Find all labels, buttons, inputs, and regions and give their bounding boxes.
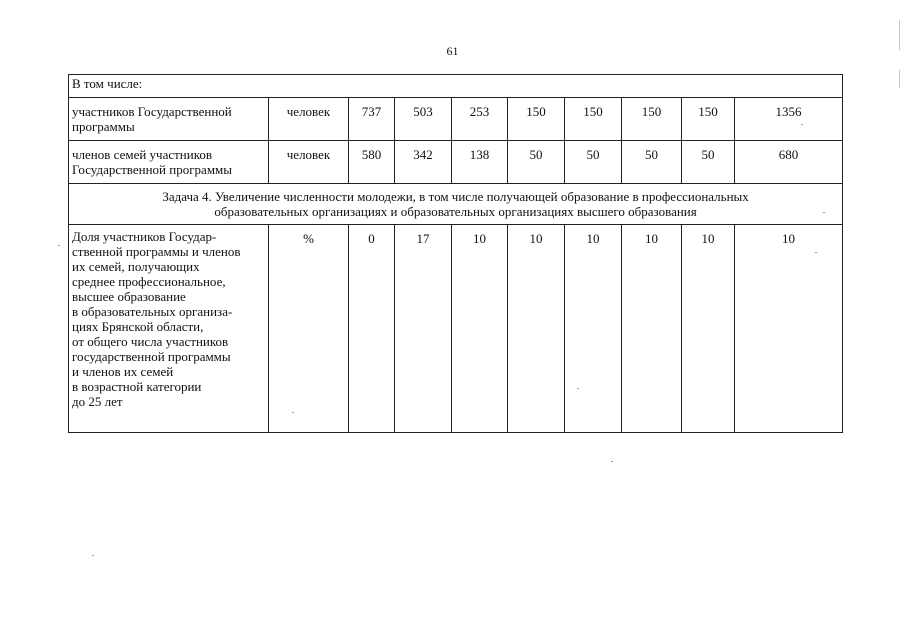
table-row [69, 98, 843, 141]
indicator-value: 10 [565, 225, 622, 433]
row-value: 150 [622, 98, 682, 141]
scan-edge-mark [899, 20, 900, 50]
page-number: 61 [446, 44, 459, 58]
row-label: участников Государственной программы [69, 98, 269, 141]
row-total: 680 [735, 141, 843, 184]
row-total: 1356 [735, 98, 843, 141]
row-value: 50 [682, 141, 735, 184]
row-value: 50 [622, 141, 682, 184]
row-value: 150 [565, 98, 622, 141]
task-row [69, 184, 843, 225]
scan-speck [611, 461, 613, 462]
row-unit: человек [269, 141, 349, 184]
scan-speck [801, 124, 803, 125]
indicator-value: 10 [452, 225, 508, 433]
scan-speck [577, 388, 579, 389]
scan-speck [815, 252, 817, 253]
table-row [69, 225, 843, 433]
section-header-row [69, 75, 843, 98]
scan-edge-mark [899, 70, 900, 88]
row-value: 253 [452, 98, 508, 141]
row-value: 150 [682, 98, 735, 141]
row-value: 150 [508, 98, 565, 141]
row-value: 503 [395, 98, 452, 141]
indicator-value: 10 [682, 225, 735, 433]
scan-speck [92, 555, 94, 556]
row-value: 138 [452, 141, 508, 184]
scan-speck [58, 245, 60, 246]
row-unit: человек [269, 98, 349, 141]
task-heading: Задача 4. Увеличение численности молодежи, в том числе получающей образование в профессиональных образовательных организациях и образовательных организациях высшего образования [69, 184, 843, 225]
indicator-unit: % [269, 225, 349, 433]
indicator-label: Доля участников Государ- ственной программы и членов их семей, получающих среднее профессиональное, высшее образование в образовательных организа- циях Брянской области, от общего числа участников государственной программы и членов их семей в возрастной категории до 25 лет [69, 225, 269, 433]
indicators-table [68, 74, 843, 433]
indicator-value: 10 [508, 225, 565, 433]
scan-speck [292, 412, 294, 413]
indicator-value: 0 [349, 225, 395, 433]
row-value: 342 [395, 141, 452, 184]
row-value: 580 [349, 141, 395, 184]
row-value: 737 [349, 98, 395, 141]
scan-speck [823, 212, 825, 213]
indicator-value: 10 [622, 225, 682, 433]
table-row [69, 141, 843, 184]
row-value: 50 [508, 141, 565, 184]
row-label: членов семей участников Государственной программы [69, 141, 269, 184]
row-value: 50 [565, 141, 622, 184]
section-label: В том числе: [69, 75, 843, 98]
indicator-total: 10 [735, 225, 843, 433]
indicator-value: 17 [395, 225, 452, 433]
